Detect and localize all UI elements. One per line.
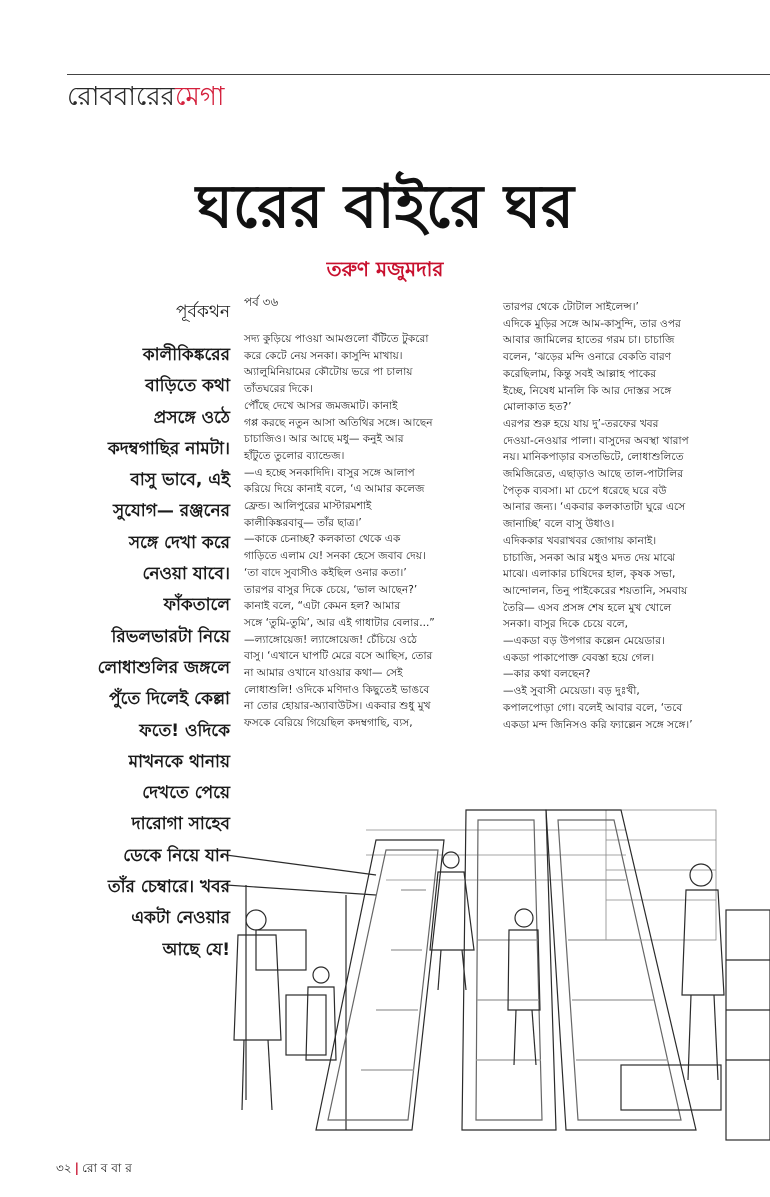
body-line: করে কেটে নেয় সনকা। কাসুন্দি মাখায়। xyxy=(244,349,403,362)
body-line: তারপর থেকে টোটাল সাইলেন্স।’ xyxy=(503,301,639,313)
body-line: মোলাকাত হত?’ xyxy=(503,401,572,414)
body-line: কানাই বলে, “এটা কেমন হল? আমার xyxy=(244,600,401,613)
body-column-right xyxy=(503,299,739,733)
part-label: পর্ব ৩৬ xyxy=(244,295,279,309)
body-line: একডা মন্দ জিনিসও করি ফ্যাল্লেন সঙ্গে সঙ্গে।’ xyxy=(503,718,693,731)
synopsis-line: তাঁর চেম্বারে। খবর xyxy=(107,877,230,898)
body-line: জমিজিরেত, এছাড়াও আছে তাল-পাটালির xyxy=(503,468,684,481)
synopsis-text xyxy=(40,340,230,966)
magazine-name: রো ব বা র xyxy=(82,1161,132,1175)
synopsis-line: মাখনকে থানায় xyxy=(128,751,230,772)
section-label-part2: মেগা xyxy=(174,82,225,112)
synopsis-line: ডেকে নিয়ে যান xyxy=(123,845,230,866)
body-line: বলেন, ‘ঝড়ের মন্দি ওনারে বেকতি বারণ xyxy=(503,351,672,364)
body-line: এদিককার খবরাখবর জোগায় কানাই। xyxy=(503,534,657,547)
left-store xyxy=(226,855,376,1130)
body-line: লোধাশুলি! ওদিকে মণিদাও কিছুতেই ভাঙবে xyxy=(244,683,430,696)
body-line: জানাচ্ছি’ বলে বাসু উধাও। xyxy=(503,518,615,531)
body-line: সনকা। বাসুর দিকে চেয়ে বলে, xyxy=(503,618,629,631)
body-line: —কাকে চেনাচ্ছ? কলকাতা থেকে এক xyxy=(244,533,401,546)
synopsis-line: লোধাশুলির জঙ্গলে xyxy=(97,657,230,678)
body-line: একডা পাকাপোক্ত বেবস্তা হয়ে গেল। xyxy=(503,651,655,664)
synopsis-line: ফতে! ওদিকে xyxy=(139,720,230,741)
body-line: তারপর বাসুর দিকে চেয়ে, ‘ভাল আছেন?’ xyxy=(244,583,418,596)
body-line: গাড়িতে এলাম যে! সনকা হেসে জবাব দেয়। xyxy=(244,550,426,563)
body-line: না আমার ওখানে যাওয়ার কথা— সেই xyxy=(244,667,403,680)
right-mannequin xyxy=(682,864,724,1080)
body-line: এরপর শুরু হয়ে যায় দু’-তরফের খবর xyxy=(503,417,659,430)
body-line: সঙ্গে ‘তুমি-তুমি’, আর এই গাধাটার বেলার...” xyxy=(244,616,435,629)
body-line: হাঁটুতে তুলোর ব্যান্ডেজ। xyxy=(244,449,345,462)
article-author: তরুণ মজুমদার xyxy=(326,257,444,281)
synopsis-line: পুঁতে দিলেই কেল্লা xyxy=(109,689,230,710)
body-line: চাচাজি, সনকা আর মধুও মদত দেয় মাঝে xyxy=(503,551,675,564)
synopsis-column xyxy=(40,300,230,966)
article-title: ঘরের বাইরে ঘর xyxy=(195,172,575,242)
body-line: এদিকে মুড়ির সঙ্গে আম-কাসুন্দি, তার ওপর xyxy=(503,317,681,330)
body-line: আবার জামিলের হাতের গরম চা। চাচাজি xyxy=(503,334,675,347)
body-line: চাচাজিও। আর আছে মধু— কনুই আর xyxy=(244,433,404,446)
body-line: কালীকিঙ্করবাবু— তাঁর ছাত্র।’ xyxy=(244,516,362,529)
escalator-illustration xyxy=(226,800,770,1148)
body-line: ‘তা বাদে সুবাসীও কইছিল ওনার কতা।’ xyxy=(244,566,407,579)
body-line: পৌঁছে দেখে আসর জমজমাট। কানাই xyxy=(244,399,398,412)
synopsis-line: দারোগা সাহেব xyxy=(131,814,230,835)
body-line: বাসু। ‘এখানে ঘাপটি মেরে বসে আছিস, তোর xyxy=(244,650,433,663)
synopsis-line: দেখতে পেয়ে xyxy=(142,783,230,804)
page-number: ৩২ xyxy=(56,1161,72,1175)
body-line: দেওয়া-নেওয়ার পালা। বাসুদের অবস্থা খারাপ xyxy=(503,434,689,447)
man-figure xyxy=(508,909,540,1065)
body-line: তৈরি— এসব প্রসঙ্গ শেষ হলে মুখ খোলে xyxy=(503,601,672,614)
body-line: না তোর হোয়ার-অ্যাবাউটস। একবার শুধু মুখ xyxy=(244,700,431,713)
body-line: নয়। মানিকপাড়ার বসতভিটে, লোধাশুলিতে xyxy=(503,451,684,464)
body-line: ইচ্ছে, নিষেধ মানলি কি আর দোস্তর সঙ্গে xyxy=(503,384,672,397)
synopsis-line: আছে যে! xyxy=(162,939,230,960)
synopsis-line: রিভলভারটা নিয়ে xyxy=(111,626,230,647)
synopsis-line: বাসু ভাবে, এই xyxy=(130,470,230,491)
header-rule xyxy=(67,74,770,75)
synopsis-line: প্রসঙ্গে ওঠে xyxy=(153,407,230,428)
body-line: সদ্য কুড়িয়ে পাওয়া আমগুলো বঁটিতে টুকরো xyxy=(244,333,429,345)
body-line: —ল্যাঙ্গোয়েজ! ল্যাঙ্গোয়েজ! চেঁচিয়ে ওঠে xyxy=(244,633,417,646)
body-line: মাঝে। এলাকার চাষিদের হাল, কৃষক সভা, xyxy=(503,568,676,581)
synopsis-heading: পূর্বকথন xyxy=(175,302,230,322)
body-line: আন্দোলন, তিনু পাইকেরের শয়তানি, সমবায় xyxy=(503,584,688,597)
body-line: —একডা বড় উপগার কল্লেন মেয়েডার। xyxy=(503,635,665,648)
synopsis-line: কালীকিঙ্করের xyxy=(142,345,230,365)
body-line: কপালপোড়া গো। বলেই আবার বলে, ‘তবে xyxy=(503,701,683,714)
body-line: পৈতৃক ব্যবসা। মা চেপে ধরেছে ঘরে বউ xyxy=(503,484,667,497)
body-line: —ওই সুবাসী মেয়েডা। বড় দুঃখী, xyxy=(503,685,640,698)
synopsis-line: সুযোগ— রঞ্জনের xyxy=(112,501,230,522)
body-line: করেছিলাম, কিন্তু সবই আল্লাহ পাকের xyxy=(503,367,657,380)
left-escalator xyxy=(316,840,444,1130)
synopsis-line: একটা নেওয়ার xyxy=(131,908,230,929)
body-line: করিয়ে দিয়ে কানাই বলে, ‘এ আমার কলেজ xyxy=(244,483,425,496)
section-label-part1: রোববারের xyxy=(67,82,175,112)
body-line: —এ হচ্ছে সনকাদিদি। বাসুর সঙ্গে আলাপ xyxy=(244,466,415,479)
synopsis-line: ফাঁকতালে xyxy=(163,595,230,616)
body-line: —কার কথা বলছেন? xyxy=(503,668,591,681)
footer-separator: | xyxy=(74,1161,79,1175)
body-line: অ্যালুমিনিয়ামের কৌটোয় ভরে পা চালায় xyxy=(244,366,413,379)
body-column-middle xyxy=(244,293,480,732)
woman-figure xyxy=(430,852,474,990)
back-wall-grid xyxy=(366,810,716,940)
synopsis-line: নেওয়া যাবে। xyxy=(142,564,230,585)
body-line: গপ্প করছে নতুন আসা অতিথির সঙ্গে। আছেন xyxy=(244,416,433,429)
synopsis-line: বাড়িতে কথা xyxy=(145,376,230,397)
synopsis-line: সঙ্গে দেখা করে xyxy=(128,532,230,553)
page-footer xyxy=(56,1160,132,1176)
body-line: ফ্রেন্ড। আলিপুরের মাস্টারমশাই xyxy=(244,500,372,513)
right-shelves xyxy=(621,910,770,1140)
synopsis-line: কদম্বগাছির নামটা। xyxy=(107,438,230,459)
body-line: ফসকে বেরিয়ে গিয়েছিল কদম্বগাছি, ব্যস, xyxy=(244,717,413,730)
section-label xyxy=(67,80,224,114)
body-line: আনার জন্য। ‘একবার কলকাতাটা ঘুরে এসে xyxy=(503,501,686,514)
body-line: তাঁতঘরের দিকে। xyxy=(244,383,313,396)
left-people xyxy=(234,910,336,1110)
